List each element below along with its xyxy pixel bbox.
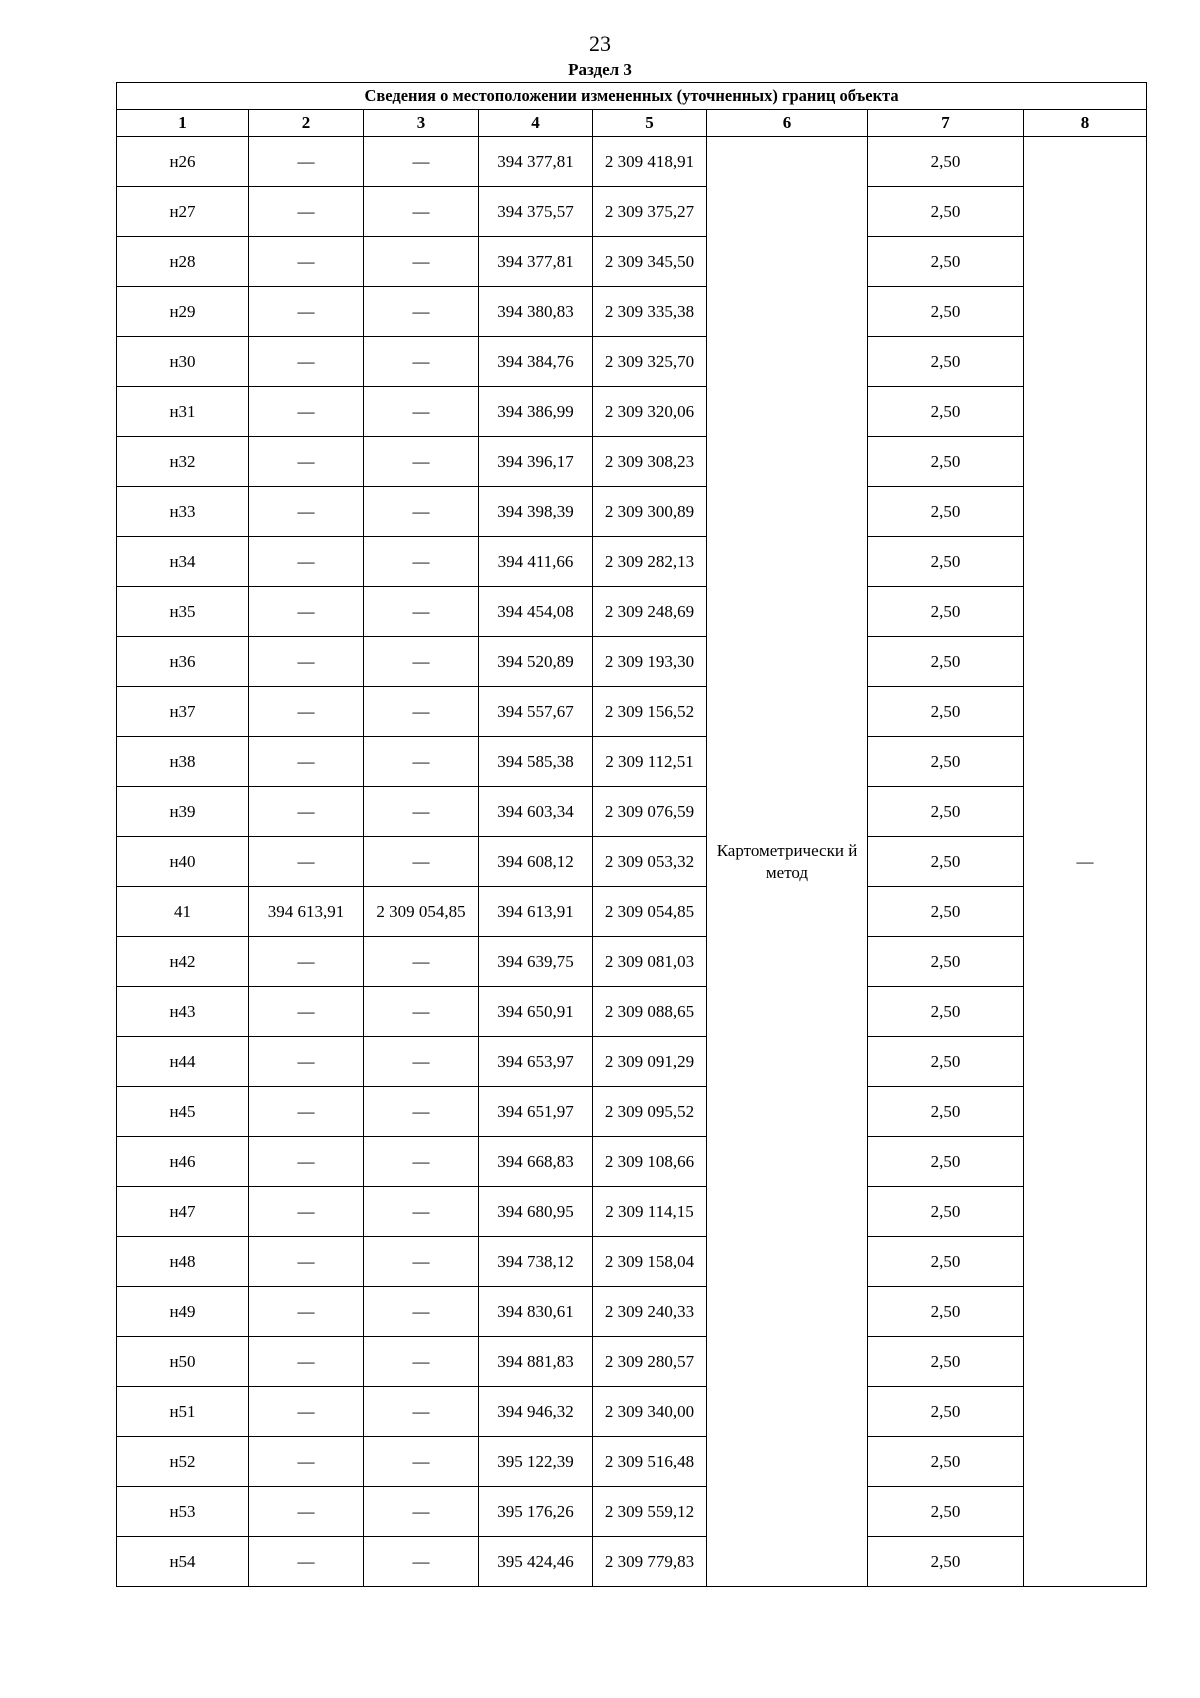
table-caption: Сведения о местоположении измененных (уточненных) границ объекта (117, 83, 1147, 110)
old-x-cell: — (249, 1437, 364, 1487)
new-x-cell: 394 377,81 (479, 137, 593, 187)
accuracy-cell: 2,50 (868, 1387, 1024, 1437)
point-number-cell: н51 (117, 1387, 249, 1437)
column-header: 5 (593, 110, 707, 137)
column-header: 1 (117, 110, 249, 137)
new-x-cell: 395 122,39 (479, 1437, 593, 1487)
accuracy-cell: 2,50 (868, 1187, 1024, 1237)
new-x-cell: 394 680,95 (479, 1187, 593, 1237)
old-y-cell: — (364, 1487, 479, 1537)
old-y-cell: — (364, 1387, 479, 1437)
old-y-cell: — (364, 187, 479, 237)
boundary-coordinates-table (116, 82, 1147, 1587)
table-row (117, 637, 1147, 687)
old-x-cell: — (249, 137, 364, 187)
old-y-cell: — (364, 1287, 479, 1337)
old-y-cell: — (364, 1087, 479, 1137)
new-x-cell: 394 557,67 (479, 687, 593, 737)
point-number-cell: н31 (117, 387, 249, 437)
point-number-cell: н29 (117, 287, 249, 337)
new-y-cell: 2 309 158,04 (593, 1237, 707, 1287)
old-y-cell: — (364, 1137, 479, 1187)
point-number-cell: н34 (117, 537, 249, 587)
accuracy-cell: 2,50 (868, 137, 1024, 187)
description-cell: — (1024, 137, 1147, 1587)
accuracy-cell: 2,50 (868, 1137, 1024, 1187)
section-title: Раздел 3 (568, 60, 632, 79)
old-y-cell: — (364, 437, 479, 487)
old-x-cell: — (249, 1237, 364, 1287)
new-x-cell: 394 585,38 (479, 737, 593, 787)
accuracy-cell: 2,50 (868, 937, 1024, 987)
new-x-cell: 394 738,12 (479, 1237, 593, 1287)
old-x-cell: — (249, 637, 364, 687)
table-row (117, 437, 1147, 487)
accuracy-cell: 2,50 (868, 1537, 1024, 1587)
accuracy-cell: 2,50 (868, 837, 1024, 887)
point-number-cell: н35 (117, 587, 249, 637)
accuracy-cell: 2,50 (868, 587, 1024, 637)
point-number-cell: н46 (117, 1137, 249, 1187)
table-row (117, 1037, 1147, 1087)
point-number-cell: н43 (117, 987, 249, 1037)
table-row (117, 1087, 1147, 1137)
old-y-cell: — (364, 737, 479, 787)
point-number-cell: н38 (117, 737, 249, 787)
accuracy-cell: 2,50 (868, 287, 1024, 337)
new-y-cell: 2 309 308,23 (593, 437, 707, 487)
new-y-cell: 2 309 282,13 (593, 537, 707, 587)
table-row (117, 837, 1147, 887)
new-x-cell: 394 830,61 (479, 1287, 593, 1337)
point-number-cell: н36 (117, 637, 249, 687)
new-x-cell: 394 411,66 (479, 537, 593, 587)
table-caption-row (117, 83, 1147, 110)
table-row (117, 1187, 1147, 1237)
point-number-cell: н39 (117, 787, 249, 837)
new-x-cell: 394 384,76 (479, 337, 593, 387)
new-y-cell: 2 309 156,52 (593, 687, 707, 737)
new-y-cell: 2 309 320,06 (593, 387, 707, 437)
old-x-cell: — (249, 737, 364, 787)
new-x-cell: 395 424,46 (479, 1537, 593, 1587)
old-x-cell: — (249, 337, 364, 387)
new-x-cell: 394 603,34 (479, 787, 593, 837)
point-number-cell: н49 (117, 1287, 249, 1337)
old-x-cell: — (249, 237, 364, 287)
new-y-cell: 2 309 108,66 (593, 1137, 707, 1187)
column-header: 3 (364, 110, 479, 137)
old-y-cell: — (364, 337, 479, 387)
old-x-cell: — (249, 1137, 364, 1187)
table-row (117, 1287, 1147, 1337)
accuracy-cell: 2,50 (868, 1087, 1024, 1137)
new-x-cell: 394 881,83 (479, 1337, 593, 1387)
point-number-cell: н27 (117, 187, 249, 237)
new-y-cell: 2 309 248,69 (593, 587, 707, 637)
accuracy-cell: 2,50 (868, 1037, 1024, 1087)
new-x-cell: 394 520,89 (479, 637, 593, 687)
old-x-cell: — (249, 1087, 364, 1137)
table-row (117, 1487, 1147, 1537)
old-x-cell: — (249, 1037, 364, 1087)
point-number-cell: н47 (117, 1187, 249, 1237)
page-number: 23 (589, 31, 611, 56)
old-y-cell: — (364, 587, 479, 637)
column-header: 7 (868, 110, 1024, 137)
new-y-cell: 2 309 325,70 (593, 337, 707, 387)
new-y-cell: 2 309 114,15 (593, 1187, 707, 1237)
old-x-cell: — (249, 937, 364, 987)
table-row (117, 487, 1147, 537)
new-x-cell: 394 653,97 (479, 1037, 593, 1087)
new-y-cell: 2 309 095,52 (593, 1087, 707, 1137)
old-y-cell: — (364, 287, 479, 337)
new-x-cell: 394 454,08 (479, 587, 593, 637)
table-row (117, 187, 1147, 237)
accuracy-cell: 2,50 (868, 487, 1024, 537)
table-row (117, 1137, 1147, 1187)
old-y-cell: — (364, 637, 479, 687)
accuracy-cell: 2,50 (868, 787, 1024, 837)
old-y-cell: — (364, 1437, 479, 1487)
old-x-cell: — (249, 1187, 364, 1237)
table-row (117, 737, 1147, 787)
new-x-cell: 394 377,81 (479, 237, 593, 287)
table-row (117, 1437, 1147, 1487)
old-x-cell: — (249, 287, 364, 337)
accuracy-cell: 2,50 (868, 987, 1024, 1037)
new-x-cell: 394 608,12 (479, 837, 593, 887)
accuracy-cell: 2,50 (868, 637, 1024, 687)
accuracy-cell: 2,50 (868, 1287, 1024, 1337)
new-y-cell: 2 309 340,00 (593, 1387, 707, 1437)
accuracy-cell: 2,50 (868, 387, 1024, 437)
new-y-cell: 2 309 076,59 (593, 787, 707, 837)
old-y-cell: — (364, 1187, 479, 1237)
old-x-cell: — (249, 837, 364, 887)
table-row (117, 1537, 1147, 1587)
old-y-cell: — (364, 787, 479, 837)
new-x-cell: 394 650,91 (479, 987, 593, 1037)
old-x-cell: — (249, 1287, 364, 1337)
old-y-cell: 2 309 054,85 (364, 887, 479, 937)
new-y-cell: 2 309 112,51 (593, 737, 707, 787)
old-y-cell: — (364, 1037, 479, 1087)
accuracy-cell: 2,50 (868, 1237, 1024, 1287)
old-x-cell: 394 613,91 (249, 887, 364, 937)
new-y-cell: 2 309 091,29 (593, 1037, 707, 1087)
new-y-cell: 2 309 280,57 (593, 1337, 707, 1387)
new-y-cell: 2 309 240,33 (593, 1287, 707, 1337)
old-y-cell: — (364, 237, 479, 287)
old-x-cell: — (249, 537, 364, 587)
old-x-cell: — (249, 987, 364, 1037)
point-number-cell: н30 (117, 337, 249, 387)
table-row (117, 537, 1147, 587)
new-y-cell: 2 309 054,85 (593, 887, 707, 937)
new-y-cell: 2 309 335,38 (593, 287, 707, 337)
table-row (117, 137, 1147, 187)
new-y-cell: 2 309 418,91 (593, 137, 707, 187)
point-number-cell: н48 (117, 1237, 249, 1287)
new-y-cell: 2 309 088,65 (593, 987, 707, 1037)
new-y-cell: 2 309 516,48 (593, 1437, 707, 1487)
accuracy-cell: 2,50 (868, 887, 1024, 937)
old-y-cell: — (364, 687, 479, 737)
method-cell: Картометрически й метод (707, 137, 868, 1587)
accuracy-cell: 2,50 (868, 737, 1024, 787)
table-row (117, 887, 1147, 937)
old-y-cell: — (364, 1537, 479, 1587)
column-header-row (117, 110, 1147, 137)
new-x-cell: 394 946,32 (479, 1387, 593, 1437)
old-y-cell: — (364, 1337, 479, 1387)
new-x-cell: 394 386,99 (479, 387, 593, 437)
accuracy-cell: 2,50 (868, 1337, 1024, 1387)
table-row (117, 787, 1147, 837)
old-y-cell: — (364, 1237, 479, 1287)
point-number-cell: н42 (117, 937, 249, 987)
table-row (117, 337, 1147, 387)
old-x-cell: — (249, 1387, 364, 1437)
point-number-cell: н40 (117, 837, 249, 887)
new-x-cell: 394 613,91 (479, 887, 593, 937)
point-number-cell: н45 (117, 1087, 249, 1137)
old-y-cell: — (364, 487, 479, 537)
table-row (117, 1337, 1147, 1387)
point-number-cell: н50 (117, 1337, 249, 1387)
table-body (117, 83, 1147, 1587)
old-y-cell: — (364, 537, 479, 587)
new-x-cell: 394 639,75 (479, 937, 593, 987)
new-y-cell: 2 309 345,50 (593, 237, 707, 287)
old-y-cell: — (364, 937, 479, 987)
table-row (117, 1387, 1147, 1437)
new-y-cell: 2 309 300,89 (593, 487, 707, 537)
old-x-cell: — (249, 1487, 364, 1537)
old-x-cell: — (249, 1337, 364, 1387)
table-row (117, 287, 1147, 337)
old-y-cell: — (364, 987, 479, 1037)
new-y-cell: 2 309 559,12 (593, 1487, 707, 1537)
old-x-cell: — (249, 387, 364, 437)
new-x-cell: 394 380,83 (479, 287, 593, 337)
accuracy-cell: 2,50 (868, 687, 1024, 737)
column-header: 6 (707, 110, 868, 137)
new-y-cell: 2 309 193,30 (593, 637, 707, 687)
accuracy-cell: 2,50 (868, 1487, 1024, 1537)
accuracy-cell: 2,50 (868, 437, 1024, 487)
old-x-cell: — (249, 1537, 364, 1587)
new-x-cell: 394 651,97 (479, 1087, 593, 1137)
point-number-cell: 41 (117, 887, 249, 937)
point-number-cell: н44 (117, 1037, 249, 1087)
accuracy-cell: 2,50 (868, 187, 1024, 237)
column-header: 2 (249, 110, 364, 137)
accuracy-cell: 2,50 (868, 237, 1024, 287)
old-y-cell: — (364, 387, 479, 437)
new-x-cell: 394 375,57 (479, 187, 593, 237)
point-number-cell: н54 (117, 1537, 249, 1587)
column-header: 4 (479, 110, 593, 137)
new-x-cell: 394 396,17 (479, 437, 593, 487)
old-y-cell: — (364, 137, 479, 187)
new-y-cell: 2 309 081,03 (593, 937, 707, 987)
accuracy-cell: 2,50 (868, 537, 1024, 587)
point-number-cell: н53 (117, 1487, 249, 1537)
old-x-cell: — (249, 487, 364, 537)
old-x-cell: — (249, 437, 364, 487)
new-y-cell: 2 309 779,83 (593, 1537, 707, 1587)
accuracy-cell: 2,50 (868, 1437, 1024, 1487)
old-x-cell: — (249, 587, 364, 637)
new-x-cell: 395 176,26 (479, 1487, 593, 1537)
new-y-cell: 2 309 375,27 (593, 187, 707, 237)
point-number-cell: н32 (117, 437, 249, 487)
point-number-cell: н28 (117, 237, 249, 287)
old-x-cell: — (249, 687, 364, 737)
table-row (117, 987, 1147, 1037)
table-row (117, 937, 1147, 987)
point-number-cell: н52 (117, 1437, 249, 1487)
table-row (117, 687, 1147, 737)
old-x-cell: — (249, 787, 364, 837)
table-row (117, 587, 1147, 637)
new-y-cell: 2 309 053,32 (593, 837, 707, 887)
table-row (117, 1237, 1147, 1287)
new-x-cell: 394 668,83 (479, 1137, 593, 1187)
point-number-cell: н37 (117, 687, 249, 737)
new-x-cell: 394 398,39 (479, 487, 593, 537)
old-y-cell: — (364, 837, 479, 887)
column-header: 8 (1024, 110, 1147, 137)
old-x-cell: — (249, 187, 364, 237)
point-number-cell: н33 (117, 487, 249, 537)
table-row (117, 387, 1147, 437)
table-row (117, 237, 1147, 287)
point-number-cell: н26 (117, 137, 249, 187)
accuracy-cell: 2,50 (868, 337, 1024, 387)
